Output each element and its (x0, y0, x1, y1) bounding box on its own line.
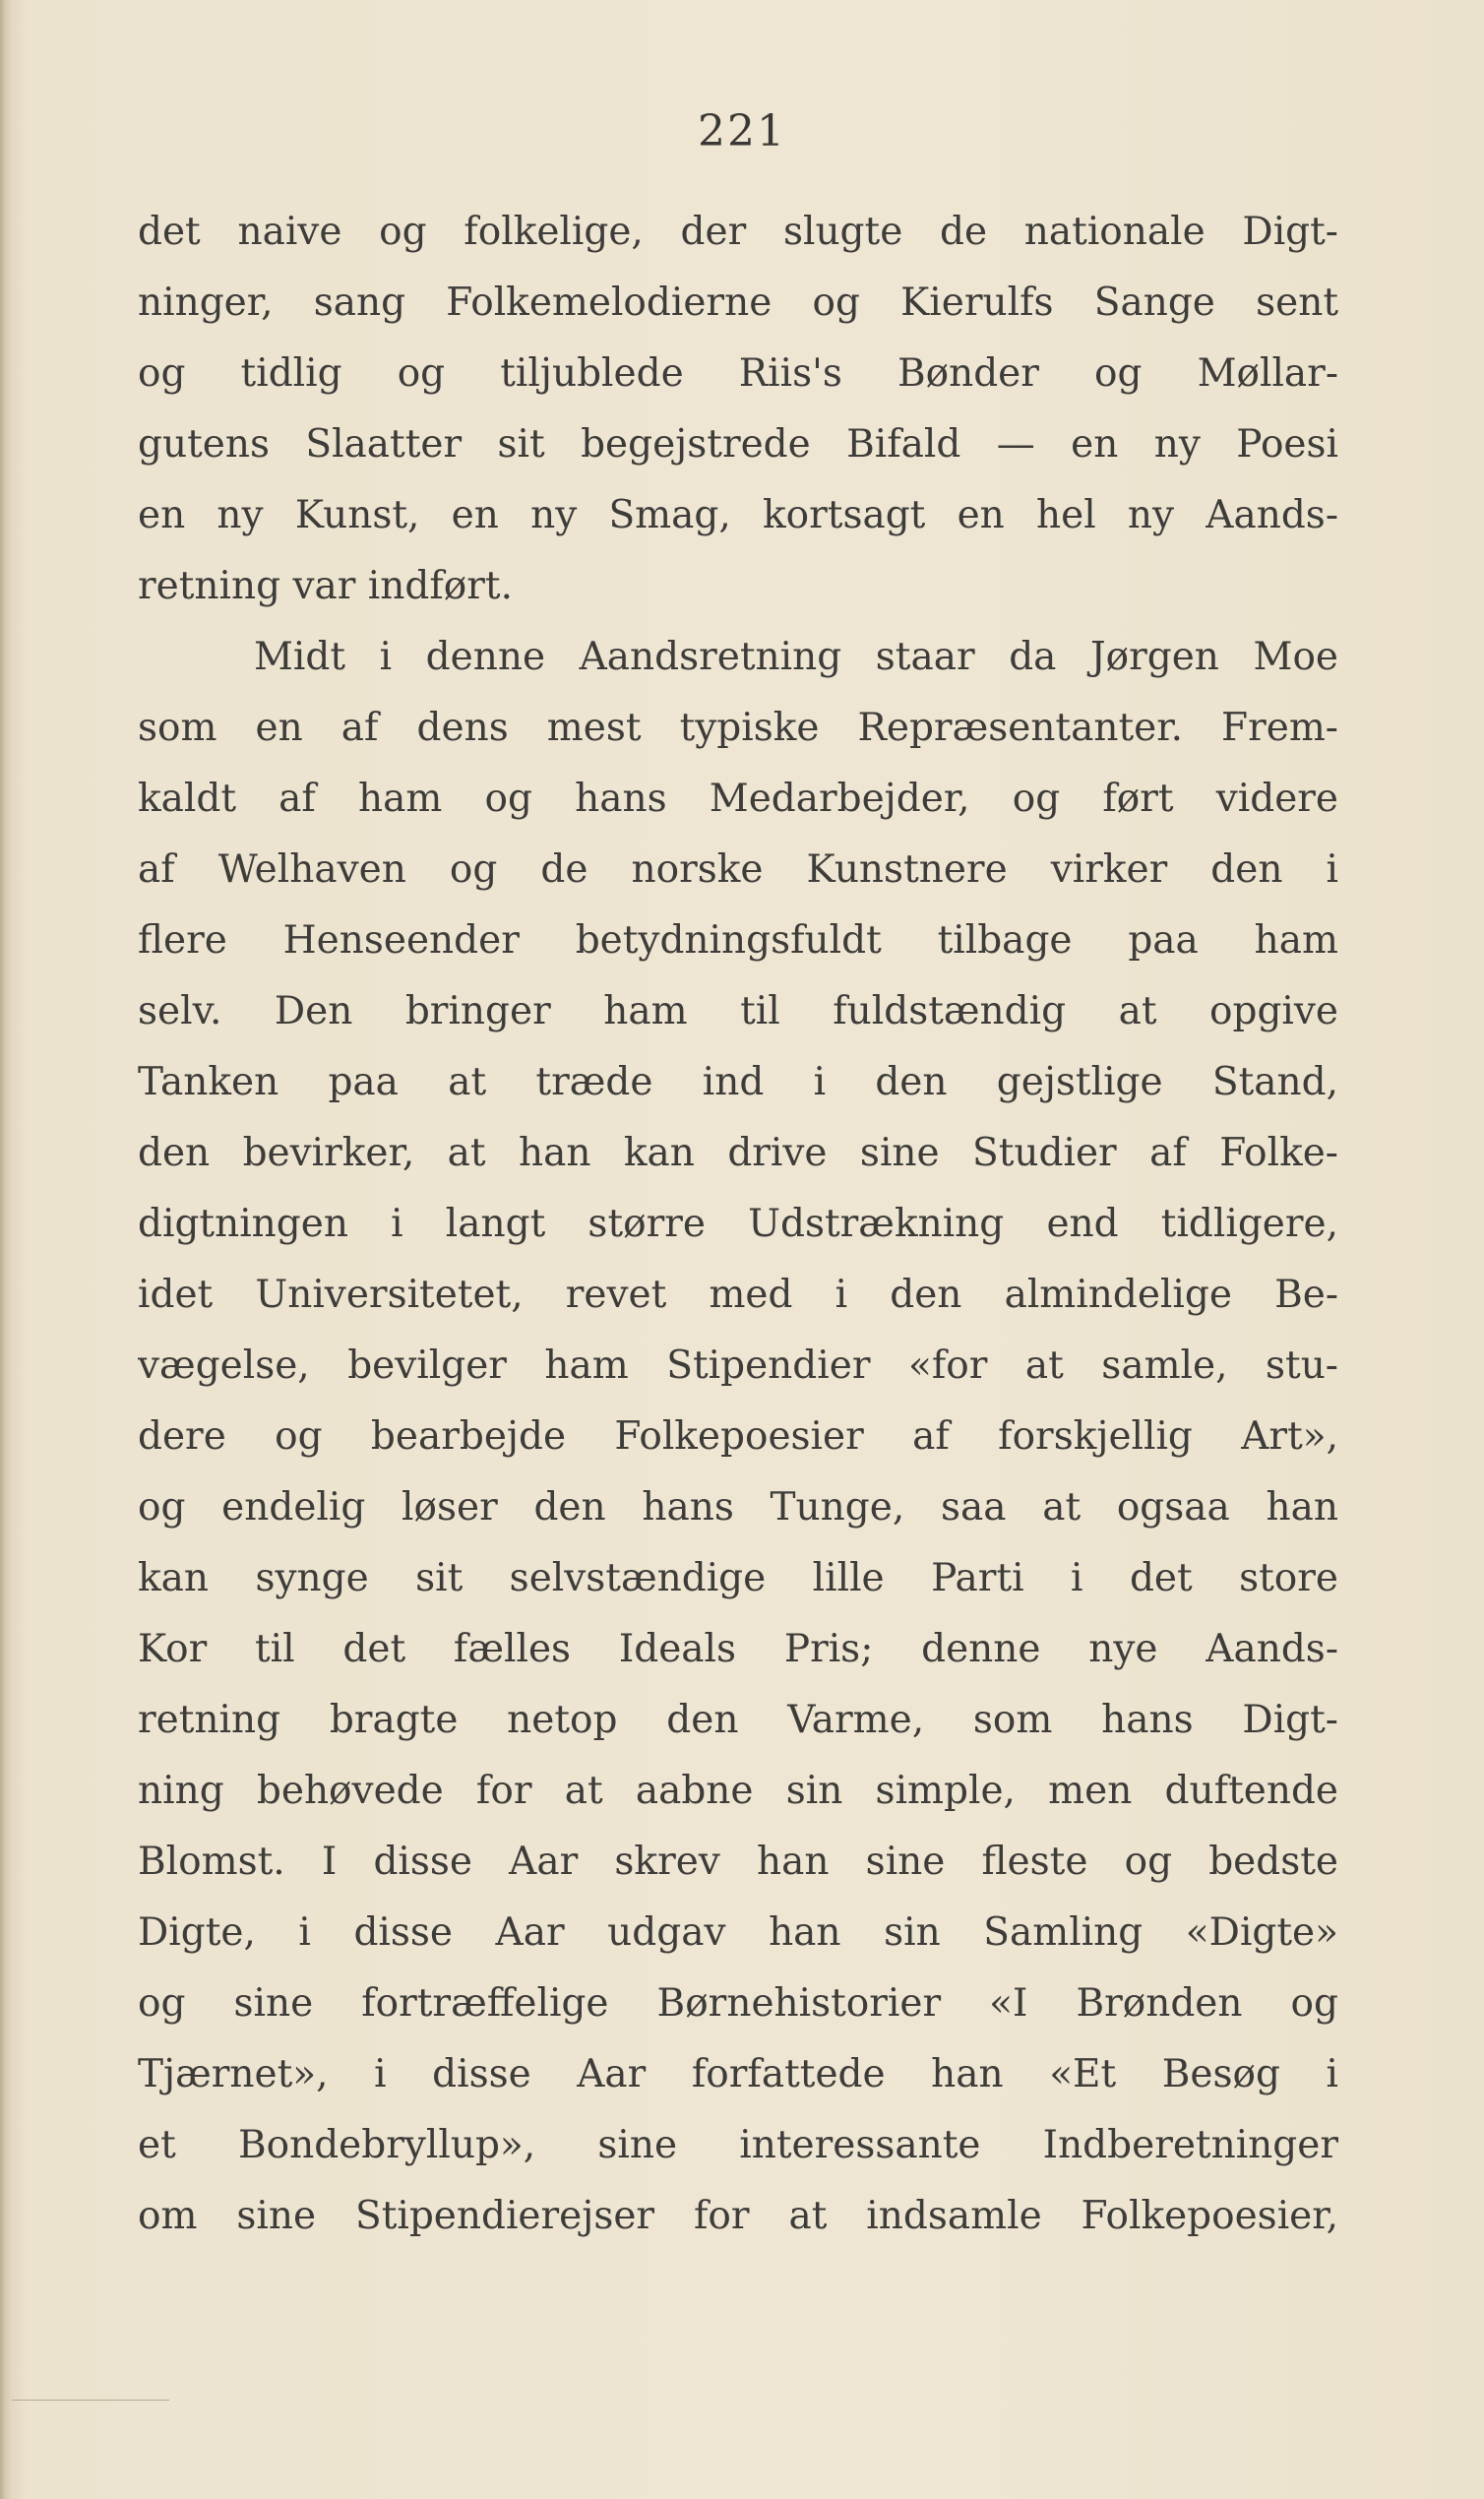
text-line: Kor til det fælles Ideals Pris; denne nye Aands- (138, 1627, 1338, 1671)
text-line: digtningen i langt større Udstrækning end tidligere, (138, 1202, 1338, 1246)
text-line: kan synge sit selvstændige lille Parti i det store (138, 1556, 1338, 1600)
divider (12, 2400, 169, 2401)
text-line: om sine Stipendierejser for at indsamle Folkepoesier, (138, 2194, 1338, 2238)
text-line: af Welhaven og de norske Kunstnere virker den i (138, 847, 1338, 892)
text-line: kaldt af ham og hans Medarbejder, og ført videre (138, 777, 1338, 821)
text-line: gutens Slaatter sit begejstrede Bifald — en ny Poesi (138, 422, 1338, 467)
body-text (138, 197, 1338, 2252)
text-line: idet Universitetet, revet med i den almindelige Be- (138, 1273, 1338, 1317)
text-line: ninger, sang Folkemelodierne og Kierulfs Sange sent (138, 281, 1338, 325)
text-line: vægelse, bevilger ham Stipendier «for at samle, stu- (138, 1343, 1338, 1388)
text-line: som en af dens mest typiske Repræsentanter. Frem- (138, 706, 1338, 750)
text-line: den bevirker, at han kan drive sine Studier af Folke- (138, 1131, 1338, 1175)
page-number: 221 (698, 106, 786, 156)
text-line: og endelig løser den hans Tunge, saa at ogsaa han (138, 1485, 1338, 1530)
text-line: og sine fortræffelige Børnehistorier «I Brønden og (138, 1981, 1338, 2026)
text-line: dere og bearbejde Folkepoesier af forskjellig Art», (138, 1414, 1338, 1459)
text-line: det naive og folkelige, der slugte de nationale Digt- (138, 210, 1338, 254)
text-line: et Bondebryllup», sine interessante Indberetninger (138, 2123, 1338, 2167)
text-line: flere Henseender betydningsfuldt tilbage paa ham (138, 918, 1338, 963)
text-line: retning bragte netop den Varme, som hans Digt- (138, 1698, 1338, 1742)
text-line: ning behøvede for at aabne sin simple, men duftende (138, 1769, 1338, 1813)
text-line: Blomst. I disse Aar skrev han sine fleste og bedste (138, 1840, 1338, 1884)
text-line: Tanken paa at træde ind i den gejstlige Stand, (138, 1060, 1338, 1104)
text-line: retning var indført. (138, 564, 513, 608)
page-binding-edge (0, 0, 12, 2499)
text-line: selv. Den bringer ham til fuldstændig at opgive (138, 989, 1338, 1033)
text-line: en ny Kunst, en ny Smag, kortsagt en hel ny Aands- (138, 493, 1338, 537)
text-line: og tidlig og tiljublede Riis's Bønder og Møllar- (138, 351, 1338, 396)
text-line: Midt i denne Aandsretning staar da Jørgen Moe (254, 635, 1338, 679)
text-line: Tjærnet», i disse Aar forfattede han «Et Besøg i (138, 2052, 1338, 2096)
text-line: Digte, i disse Aar udgav han sin Samling «Digte» (138, 1910, 1338, 1955)
